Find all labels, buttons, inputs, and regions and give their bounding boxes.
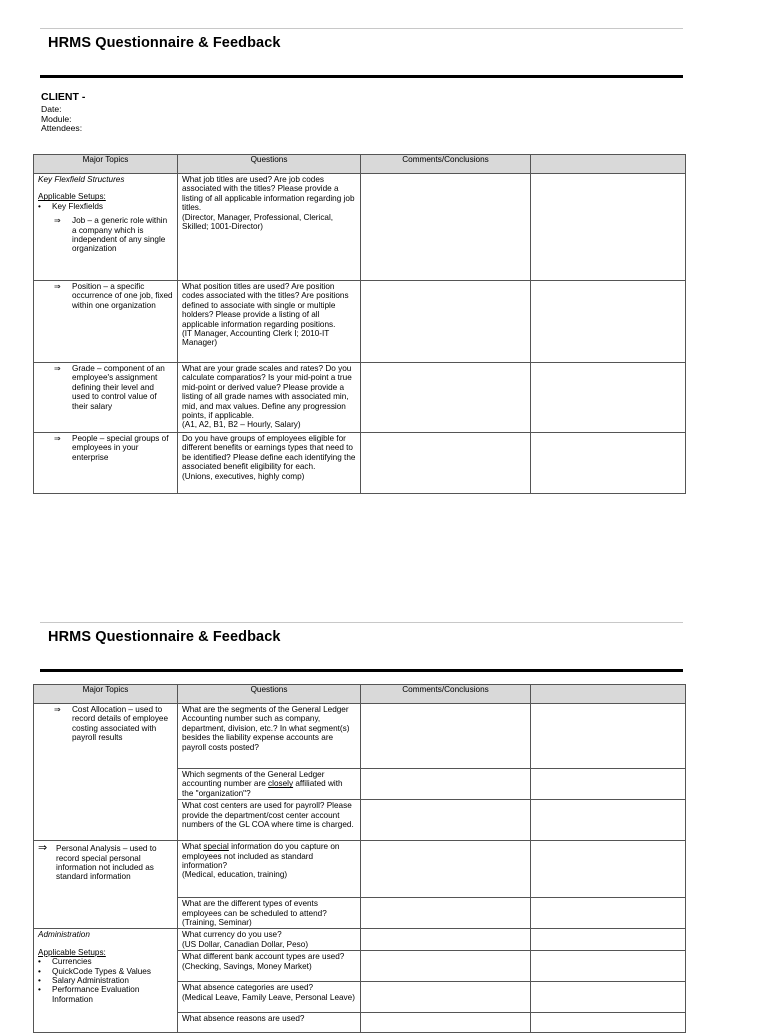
header-comments: Comments/Conclusions xyxy=(361,155,531,174)
section-title: Key Flexfield Structures xyxy=(38,175,125,184)
comments-cell[interactable] xyxy=(361,363,531,433)
table-header xyxy=(34,685,686,704)
extra-cell[interactable] xyxy=(531,174,686,281)
topic-cell xyxy=(34,704,178,841)
header-blank xyxy=(531,155,686,174)
comments-cell[interactable] xyxy=(361,769,531,800)
admin-setups-label: Applicable Setups: xyxy=(38,947,106,957)
arrow-icon: ⇒ xyxy=(54,364,61,373)
page-title-2: HRMS Questionnaire & Feedback xyxy=(48,629,281,645)
extra-cell[interactable] xyxy=(531,281,686,363)
attendees-label: Attendees: xyxy=(41,123,83,134)
topic-cost-allocation: Cost Allocation – used to record details of employee costing associated with payroll results xyxy=(72,705,169,743)
extra-cell[interactable] xyxy=(531,951,686,982)
top-rule-2 xyxy=(40,622,683,623)
table-row xyxy=(34,704,686,769)
comments-cell[interactable] xyxy=(361,174,531,281)
table-row xyxy=(34,281,686,363)
topic-position: Position – a specific occurrence of one job, fixed within one organization xyxy=(72,282,173,310)
question-cell: What currency do you use? (US Dollar, Canadian Dollar, Peso) xyxy=(178,929,361,951)
arrow-icon: ⇒ xyxy=(54,434,61,443)
question-cell: What are the different types of events employees can be scheduled to attend? (Training, Seminar) xyxy=(178,898,361,929)
extra-cell[interactable] xyxy=(531,800,686,841)
comments-cell[interactable] xyxy=(361,433,531,494)
topic-cell xyxy=(34,929,178,1033)
comments-cell[interactable] xyxy=(361,982,531,1013)
page-title: HRMS Questionnaire & Feedback xyxy=(48,35,281,51)
extra-cell[interactable] xyxy=(531,929,686,951)
topic-cell xyxy=(34,363,178,433)
topic-job: Job – a generic role within a company which is independent of any single organization xyxy=(72,216,168,254)
question-cell: What are your grade scales and rates? Do you calculate comparatios? Is your mid-point a true mid-point or derived value? Please provide a listing of all grade names with associated min, mid, and max values. Define any progression points, if applicable. (A1, A2, B1, B2 – Hourly, Salary) xyxy=(178,363,361,433)
comments-cell[interactable] xyxy=(361,281,531,363)
comments-cell[interactable] xyxy=(361,898,531,929)
table-row xyxy=(34,174,686,281)
list-item: • Key Flexfields xyxy=(38,201,103,211)
list-item: • Salary Administration xyxy=(38,976,129,986)
question-cell: What cost centers are used for payroll? Please provide the department/cost center account numbers of the GL COA where time is charged. xyxy=(178,800,361,841)
comments-cell[interactable] xyxy=(361,704,531,769)
topic-item xyxy=(38,844,173,882)
comments-cell[interactable] xyxy=(361,951,531,982)
arrow-icon: ⇒ xyxy=(54,216,61,226)
question-cell: What job titles are used? Are job codes associated with the titles? Please provide a listing of all applicable information regarding job titles. (Director, Manager, Professional, Clerical, Skilled; 1001-Director) xyxy=(178,174,361,281)
topic-cell xyxy=(34,174,178,281)
arrow-icon: ⇒ xyxy=(54,282,61,291)
arrow-icon: ⇒ xyxy=(54,705,61,714)
question-cell: Do you have groups of employees eligible for different benefits or earnings types that need to be identified? Please define each identifying the associated benefit eligibility for each. (Unions, executives, highly comp) xyxy=(178,433,361,494)
header-major-topics: Major Topics xyxy=(34,155,178,174)
comments-cell[interactable] xyxy=(361,929,531,951)
topic-item xyxy=(54,364,173,411)
question-cell: What absence categories are used? (Medical Leave, Family Leave, Personal Leave) xyxy=(178,982,361,1013)
client-label: CLIENT - xyxy=(41,91,86,103)
topic-cell xyxy=(34,841,178,929)
topic-item xyxy=(54,434,173,462)
meta-block xyxy=(41,105,82,134)
question-cell: What different bank account types are used? (Checking, Savings, Money Market) xyxy=(178,951,361,982)
list-item: • Currencies xyxy=(38,957,92,967)
question-cell: What absence reasons are used? xyxy=(178,1013,361,1033)
topic-item xyxy=(54,705,173,743)
arrow-icon: ⇒ xyxy=(38,842,48,855)
topic-people: People – special groups of employees in your enterprise xyxy=(72,434,169,462)
table-row xyxy=(34,841,686,898)
table-row xyxy=(34,433,686,494)
topic-personal-analysis: Personal Analysis – used to record special personal information not included as standard information xyxy=(56,844,157,882)
topic-cell xyxy=(34,281,178,363)
question-cell: What position titles are used? Are position codes associated with the titles? Are positions defined to associate with single or multiple holders? Please provide a listing of all applicable information regarding positions. (IT Manager, Accounting Clerk I; 2010-IT Manager) xyxy=(178,281,361,363)
extra-cell[interactable] xyxy=(531,433,686,494)
extra-cell[interactable] xyxy=(531,704,686,769)
extra-cell[interactable] xyxy=(531,1013,686,1033)
list-item: • QuickCode Types & Values xyxy=(38,966,151,976)
comments-cell[interactable] xyxy=(361,800,531,841)
admin-title: Administration xyxy=(38,930,90,940)
topic-cell xyxy=(34,433,178,494)
comments-cell[interactable] xyxy=(361,1013,531,1033)
title-rule xyxy=(40,75,683,78)
date-label: Date: xyxy=(41,104,62,114)
topic-item xyxy=(54,216,173,254)
table-header xyxy=(34,155,686,174)
extra-cell[interactable] xyxy=(531,769,686,800)
questionnaire-table-1 xyxy=(33,154,686,494)
extra-cell[interactable] xyxy=(531,841,686,898)
setups-label: Applicable Setups: xyxy=(38,192,106,202)
table-row xyxy=(34,929,686,951)
list-item: • Performance Evaluation Information xyxy=(38,985,140,1004)
questionnaire-table-2 xyxy=(33,684,686,1033)
header-questions: Questions xyxy=(178,155,361,174)
header-comments: Comments/Conclusions xyxy=(361,685,531,704)
extra-cell[interactable] xyxy=(531,982,686,1013)
question-cell: What special information do you capture on employees not included as standard information? (Medical, education, training) xyxy=(178,841,361,898)
extra-cell[interactable] xyxy=(531,363,686,433)
question-cell: What are the segments of the General Ledger Accounting number such as company, department, division, etc.? In what segment(s) besides the liability expense accounts are payroll costs posted? xyxy=(178,704,361,769)
topic-item xyxy=(54,282,173,310)
title-rule-2 xyxy=(40,669,683,672)
question-cell: Which segments of the General Ledger accounting number are closely affiliated with the "organization"? xyxy=(178,769,361,800)
table-row xyxy=(34,363,686,433)
header-questions: Questions xyxy=(178,685,361,704)
comments-cell[interactable] xyxy=(361,841,531,898)
topic-grade: Grade – component of an employee's assignment defining their level and used to control value of their salary xyxy=(72,364,165,411)
header-blank xyxy=(531,685,686,704)
extra-cell[interactable] xyxy=(531,898,686,929)
top-rule xyxy=(40,28,683,29)
module-label: Module: xyxy=(41,113,72,124)
header-major-topics: Major Topics xyxy=(34,685,178,704)
